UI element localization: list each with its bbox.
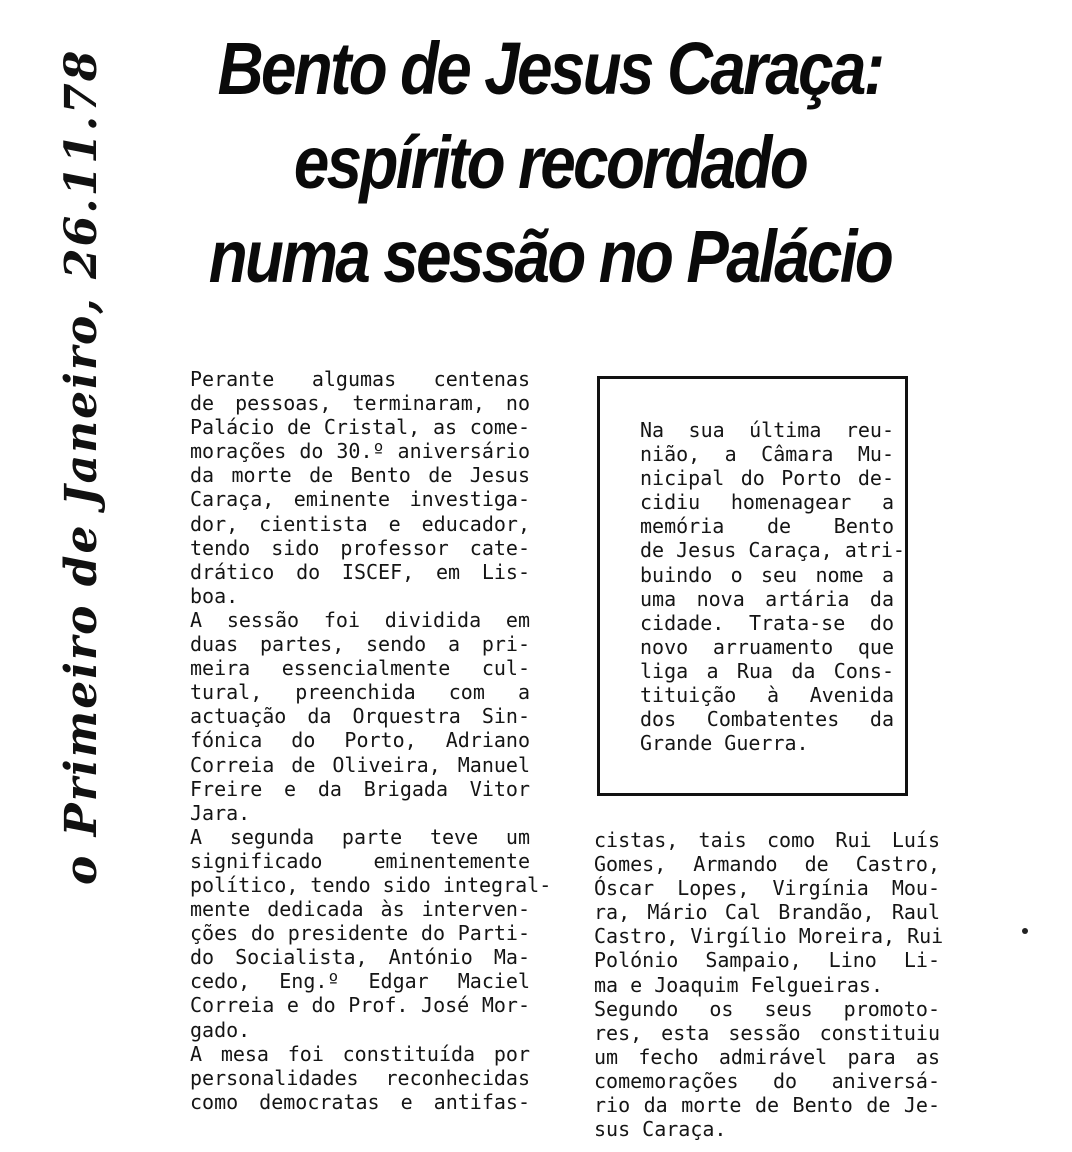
text-line: boa. [190, 583, 239, 608]
text-line: ra, Mário Cal Brandão, Raul [594, 900, 940, 925]
text-line: político, tendo sido integral- [190, 872, 552, 897]
text-line: ções do presidente do Parti- [190, 921, 530, 946]
text-line: Gomes, Armando de Castro, [594, 852, 940, 877]
text-line: nião, a Câmara Mu- [640, 442, 894, 467]
text-line: cistas, tais como Rui Luís [594, 828, 940, 852]
handwritten-source-date: o Primeiro de Janeiro, 26.11.78 [56, 48, 107, 885]
text-line: gado. [190, 1017, 251, 1042]
text-line: fónica do Porto, Adriano [190, 728, 530, 753]
headline-line-1: Bento de Jesus Caraça: [217, 27, 883, 110]
text-line: personalidades reconhecidas [190, 1065, 530, 1090]
text-line: actuação da Orquestra Sin- [190, 704, 530, 729]
paragraph [190, 367, 530, 608]
text-line: ma e Joaquim Felgueiras. [594, 972, 883, 997]
headline-line-2: espírito recordado [293, 121, 807, 204]
text-line: Caraça, eminente investiga- [190, 487, 530, 512]
text-line: cedo, Eng.º Edgar Maciel [190, 969, 530, 994]
text-line: cidiu homenagear a [640, 490, 894, 515]
text-line: dor, cientista e educador, [190, 511, 530, 536]
text-line: meira essencialmente cul- [190, 656, 530, 681]
text-line: Polónio Sampaio, Lino Li- [594, 948, 940, 973]
headline-line-3: numa sessão no Palácio [208, 215, 892, 298]
text-line: cidade. Trata-se do [640, 610, 894, 635]
text-line: buindo o seu nome a [640, 562, 894, 587]
text-line: A segunda parte teve um [190, 824, 530, 849]
text-line: A sessão foi dividida em [190, 607, 530, 632]
headline [206, 22, 894, 304]
text-line: Segundo os seus promoto- [594, 996, 940, 1021]
paragraph [190, 1042, 530, 1114]
text-line: res, esta sessão constituiu [594, 1020, 940, 1045]
text-line: drático do ISCEF, em Lis- [190, 559, 530, 584]
text-line: da morte de Bento de Jesus [190, 463, 530, 488]
text-line: A mesa foi constituída por [190, 1041, 530, 1066]
ink-speck [1022, 928, 1028, 934]
text-line: memória de Bento [640, 514, 894, 539]
text-line: tural, preenchida com a [190, 680, 530, 705]
text-line: do Socialista, António Ma- [190, 945, 530, 970]
text-line: comemorações do aniversá- [594, 1068, 940, 1093]
text-line: uma nova artária da [640, 586, 894, 611]
paragraph [594, 828, 944, 997]
text-line: Óscar Lopes, Virgínia Mou- [594, 876, 940, 901]
text-line: um fecho admirável para as [594, 1044, 940, 1069]
text-line: Jara. [190, 800, 251, 825]
text-line: de Jesus Caraça, atri- [640, 538, 905, 563]
text-line: rio da morte de Bento de Je- [594, 1093, 940, 1118]
text-line: duas partes, sendo a pri- [190, 632, 530, 657]
paragraph [190, 608, 530, 825]
boxed-note [640, 418, 905, 756]
paragraph [594, 997, 940, 1142]
text-line: significado eminentemente [190, 848, 530, 873]
text-line: liga a Rua da Cons- [640, 658, 894, 683]
paragraph [190, 824, 552, 1042]
text-line: novo arruamento que [640, 634, 894, 659]
text-line: morações do 30.º aniversário [190, 439, 530, 464]
text-line: Freire e da Brigada Vitor [190, 776, 530, 801]
text-line: tituição à Avenida [640, 683, 894, 708]
text-line: mente dedicada às interven- [190, 897, 530, 922]
text-line: como democratas e antifas- [190, 1089, 530, 1114]
article-left-column [190, 367, 552, 1114]
text-line: tendo sido professor cate- [190, 535, 530, 560]
text-line: Na sua última reu- [640, 418, 894, 442]
text-line: dos Combatentes da [640, 707, 894, 732]
text-line: Correia de Oliveira, Manuel [190, 752, 530, 777]
article-right-column [594, 828, 944, 1142]
text-line: Perante algumas centenas [190, 367, 530, 391]
text-line: sus Caraça. [594, 1117, 727, 1142]
text-line: Castro, Virgílio Moreira, Rui [594, 924, 944, 949]
text-line: Correia e do Prof. José Mor- [190, 993, 530, 1018]
text-line: de pessoas, terminaram, no [190, 391, 530, 416]
text-line: Palácio de Cristal, as come- [190, 415, 530, 440]
text-line: Grande Guerra. [640, 731, 809, 756]
text-line: nicipal do Porto de- [640, 466, 894, 491]
